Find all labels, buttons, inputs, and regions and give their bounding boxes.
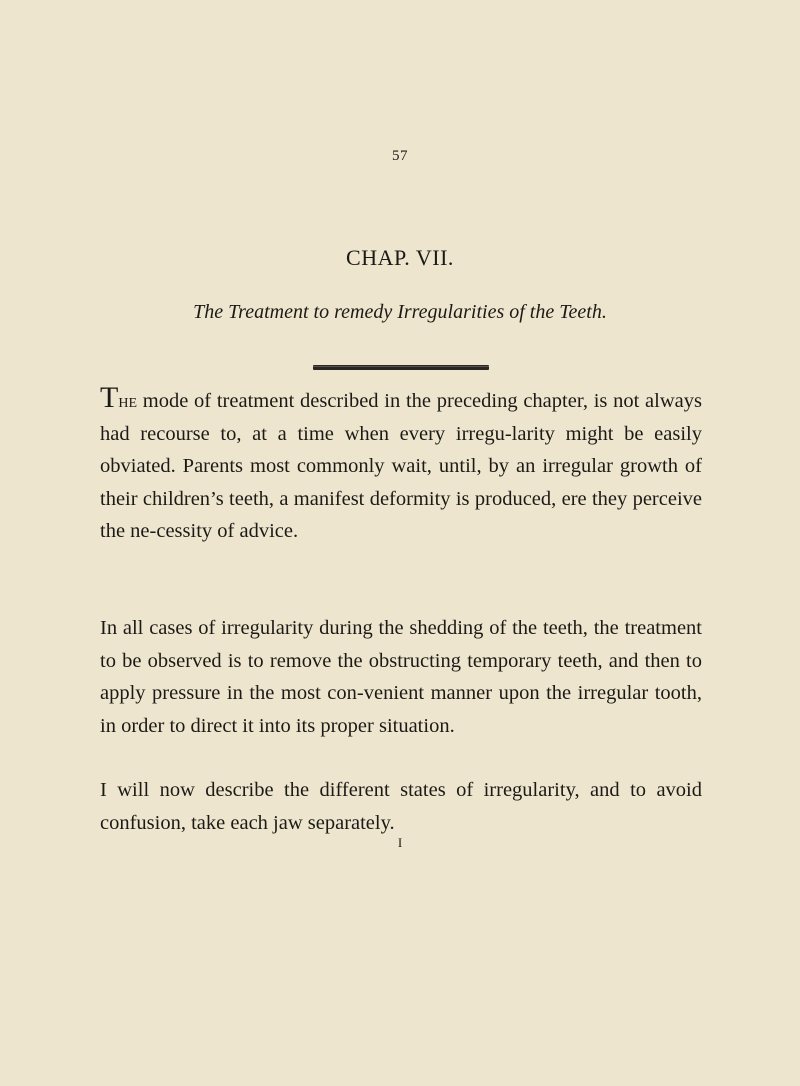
paragraph-1-text: mode of treatment described in the preceding chapter, is not always had recourse to, at a time when every irregu-larity might be easily obviated. Parents most commonly wait, until, by an irregular growth of their children’s teeth, a manifest deformity is produced, ere they perceive the ne-cessity of advice. [100,390,702,542]
small-caps-lead: he [118,390,137,412]
paragraph-2: In all cases of irregularity during the shedding of the teeth, the treatment to be observed is to remove the obstructing temporary teeth, and then to apply pressure in the most con-venient manner upon the irregular tooth, in order to direct it into its proper situation. [100,617,702,737]
page-number: 57 [392,148,408,164]
paragraph-3: I will now describe the different states of irregularity, and to avoid confusion, take each jaw separately. [100,779,702,834]
chapter-heading: CHAP. VII. [346,245,454,270]
decorative-rule [313,365,489,370]
drop-cap: T [100,381,119,414]
chapter-title: The Treatment to remedy Irregularities of the Teeth. [193,301,607,323]
signature-mark: I [397,835,403,850]
paragraph-1 [100,381,702,548]
